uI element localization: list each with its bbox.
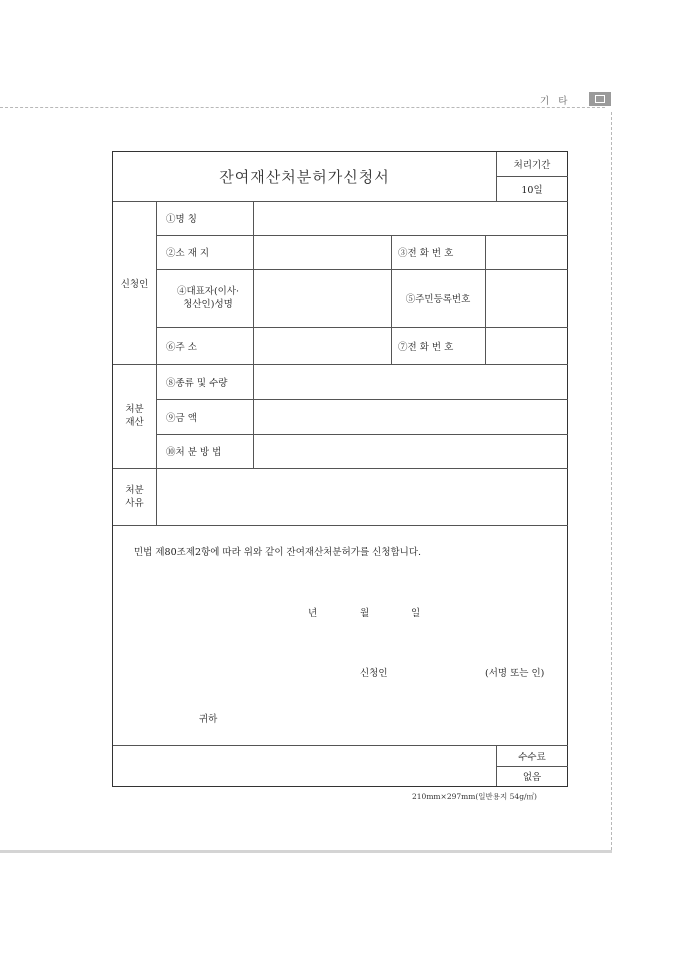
rule [391, 235, 392, 269]
page-bottom-rule [0, 850, 612, 853]
page-right-dashed-border [611, 112, 612, 850]
signer-label: 신청인 [360, 668, 388, 679]
date-day-label: 일 [411, 608, 421, 619]
type-quantity-input[interactable] [254, 364, 568, 399]
resident-number-label: ⑤주민등록번호 [405, 294, 471, 305]
phone-label-1: ③전 화 번 호 [398, 248, 454, 259]
date-month-label: 월 [360, 608, 370, 619]
representative-label-line1: ④대표자(이사· [176, 286, 240, 297]
rule [113, 525, 568, 526]
type-quantity-label: ⑧종류 및 수량 [166, 377, 228, 389]
method-input[interactable] [254, 434, 568, 468]
fee-label: 수수료 [518, 751, 546, 763]
phone-input-1[interactable] [486, 235, 568, 269]
processing-period-label: 처리기간 [513, 160, 551, 171]
property-label: 처분 재산 [125, 404, 144, 428]
signature-note: (서명 또는 인) [485, 668, 545, 679]
reason-label: 처분 사유 [125, 484, 144, 509]
amount-input[interactable] [254, 399, 568, 434]
name-input[interactable] [254, 201, 568, 235]
location-label: ②소 재 지 [166, 248, 210, 259]
addressee-label: 귀하 [199, 714, 218, 725]
phone-input-2[interactable] [486, 327, 568, 364]
address-input[interactable] [254, 327, 391, 364]
representative-label [163, 269, 253, 327]
reason-input[interactable] [157, 468, 568, 525]
form-title: 잔여재산처분허가신청서 [219, 168, 390, 186]
address-label: ⑥주 소 [166, 341, 197, 353]
processing-period-value: 10일 [521, 184, 543, 196]
method-label: ⑩처 분 방 법 [166, 447, 222, 458]
representative-label-line2: 청산인)성명 [183, 299, 233, 310]
paper-size-footnote: 210mm×297mm(일반용지 54g/㎡) [412, 792, 537, 801]
page-top-dashed-border [0, 107, 605, 108]
resident-number-input[interactable] [486, 269, 568, 327]
amount-label: ⑨금 액 [166, 412, 197, 424]
representative-input[interactable] [254, 269, 391, 327]
date-year-label: 년 [308, 608, 318, 619]
applicant-label: 신청인 [120, 278, 149, 290]
section-label: 기 타 [540, 96, 571, 107]
fee-value: 없음 [522, 772, 542, 783]
phone-label-2: ⑦전 화 번 호 [398, 341, 454, 353]
name-label: ①명 칭 [166, 214, 197, 225]
section-square-icon [589, 92, 611, 106]
application-form [112, 151, 568, 787]
location-input[interactable] [254, 235, 391, 269]
statement-text: 민법 제80조제2항에 따라 위와 같이 잔여재산처분허가를 신청합니다. [134, 547, 422, 558]
